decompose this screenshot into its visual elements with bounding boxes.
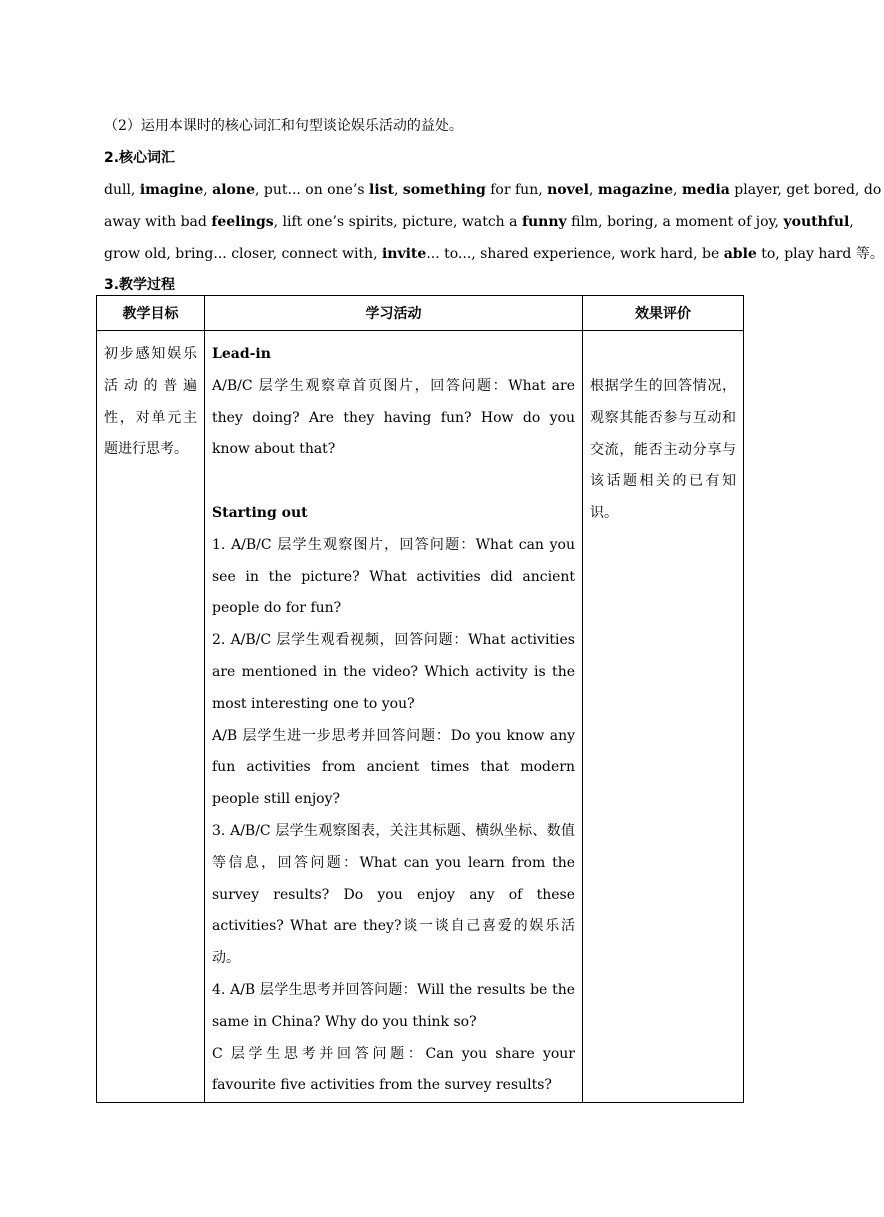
evaluation-text: 根据学生的回答情况，观察其能否参与互动和交流，能否主动分享与该话题相关的已有知识。 [590,378,736,522]
header-teaching-goal: 教学目标 [97,296,205,331]
teaching-process-table [96,295,744,1103]
activity-item-4: 4. A/B 层学生思考并回答问题：Will the results be the same in China? Why do you think so? [212,981,575,1030]
activity-item-1: 1. A/B/C 层学生观察图片，回答问题：What can you see in the picture? What activities did ancient people do for fun? [212,536,575,617]
table-header-row [97,296,744,331]
leadin-text: A/B/C 层学生观察章首页图片，回答问题：What are they doing? Are they having fun? How do you know about that? [212,377,575,458]
blank-line [212,466,575,498]
learning-activity-cell [205,331,583,1103]
teaching-goal-cell [97,331,205,1103]
vocabulary-line-1: dull, imagine, alone, put... on one’s list, something for fun, novel, magazine, media player, get bored, do [104,182,882,198]
table-row [97,331,744,1103]
header-evaluation: 效果评价 [583,296,744,331]
activity-item-2: 2. A/B/C 层学生观看视频，回答问题：What activities are mentioned in the video? Which activity is the most interesting one to you? [212,632,575,712]
activity-item-2b: A/B 层学生进一步思考并回答问题：Do you know any fun activities from ancient times that modern people still enjoy? [212,727,575,808]
vocabulary-line-2: away with bad feelings, lift one’s spirits, picture, watch a funny film, boring, a moment of joy, youthful, [104,214,854,230]
header-learning-activity: 学习活动 [205,296,583,331]
teaching-goal-text: 初步感知娱乐活动的普遍性，对单元主题进行思考。 [104,346,197,458]
learning-activity-content [205,331,582,1102]
section-title-teaching-process: 3.教学过程 [104,277,176,293]
vocabulary-line-3: grow old, bring... closer, connect with, invite... to..., shared experience, work hard, be able to, play hard 等。 [104,246,884,262]
goal-item-2: （2）运用本课时的核心词汇和句型谈论娱乐活动的益处。 [104,118,463,134]
activity-item-4c: C 层学生思考并回答问题：Can you share your favourite five activities from the survey results? [212,1045,575,1094]
section-title-core-vocabulary: 2.核心词汇 [104,150,176,166]
starting-out-title: Starting out [212,504,308,521]
evaluation-cell [583,331,744,1103]
leadin-title: Lead-in [212,346,271,362]
activity-item-3: 3. A/B/C 层学生观察图表，关注其标题、横纵坐标、数值等信息，回答问题：What can you learn from the survey results? Do you enjoy any of these activities? What are they?谈一谈自己喜爱的娱乐活动。 [212,822,575,967]
